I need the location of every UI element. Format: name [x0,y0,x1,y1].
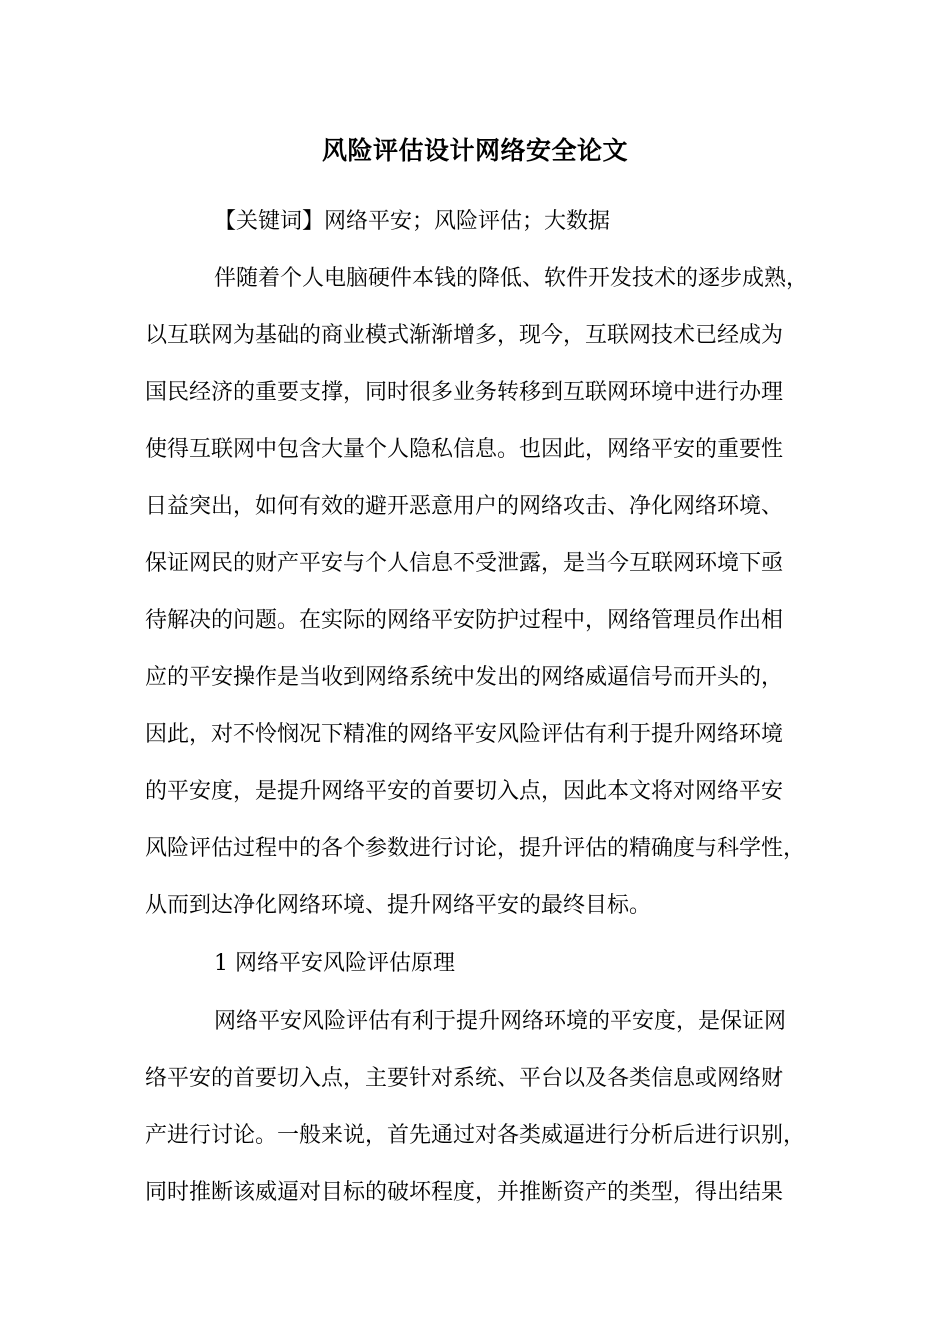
paragraph-line: 应的平安操作是当收到网络系统中发出的网络威逼信号而开头的， [145,665,784,690]
paragraph-line: 络平安的首要切入点，主要针对系统、平台以及各类信息或网络财 [145,1066,784,1091]
document-title: 风险评估设计网络安全论文 [321,136,628,165]
paragraph-line: 以互联网为基础的商业模式渐渐增多，现今，互联网技术已经成为 [145,323,784,348]
paragraph-line: 网络平安风险评估有利于提升网络环境的平安度，是保证网 [214,1009,787,1034]
paragraph-line: 同时推断该威逼对目标的破坏程度，并推断资产的类型，得出结果 [145,1180,784,1205]
paragraph-line: 日益突出，如何有效的避开恶意用户的网络攻击、净化网络环境、 [145,494,784,519]
paragraph-line: 待解决的问题。在实际的网络平安防护过程中，网络管理员作出相 [145,608,784,633]
paragraph-line: 使得互联网中包含大量个人隐私信息。也因此，网络平安的重要性 [145,437,784,462]
keywords-line: 【关键词】网络平安；风险评估；大数据 [214,209,611,234]
paragraph-line: 从而到达净化网络环境、提升网络平安的最终目标。 [145,893,652,918]
paragraph-line: 国民经济的重要支撑，同时很多业务转移到互联网环境中进行办理 [145,380,784,405]
paragraph-line: 产进行讨论。一般来说，首先通过对各类威逼进行分析后进行识别， [145,1123,806,1148]
paragraph-line: 因此，对不怜悯况下精准的网络平安风险评估有利于提升网络环境 [145,722,784,747]
paragraph-line: 的平安度，是提升网络平安的首要切入点，因此本文将对网络平安 [145,779,784,804]
paragraph-line: 保证网民的财产平安与个人信息不受泄露，是当今互联网环境下亟 [145,551,784,576]
paragraph-line: 风险评估过程中的各个参数进行讨论，提升评估的精确度与科学性， [145,836,806,861]
paragraph-line: 伴随着个人电脑硬件本钱的降低、软件开发技术的逐步成熟， [214,266,809,291]
section-heading: 1 网络平安风险评估原理 [214,951,455,976]
